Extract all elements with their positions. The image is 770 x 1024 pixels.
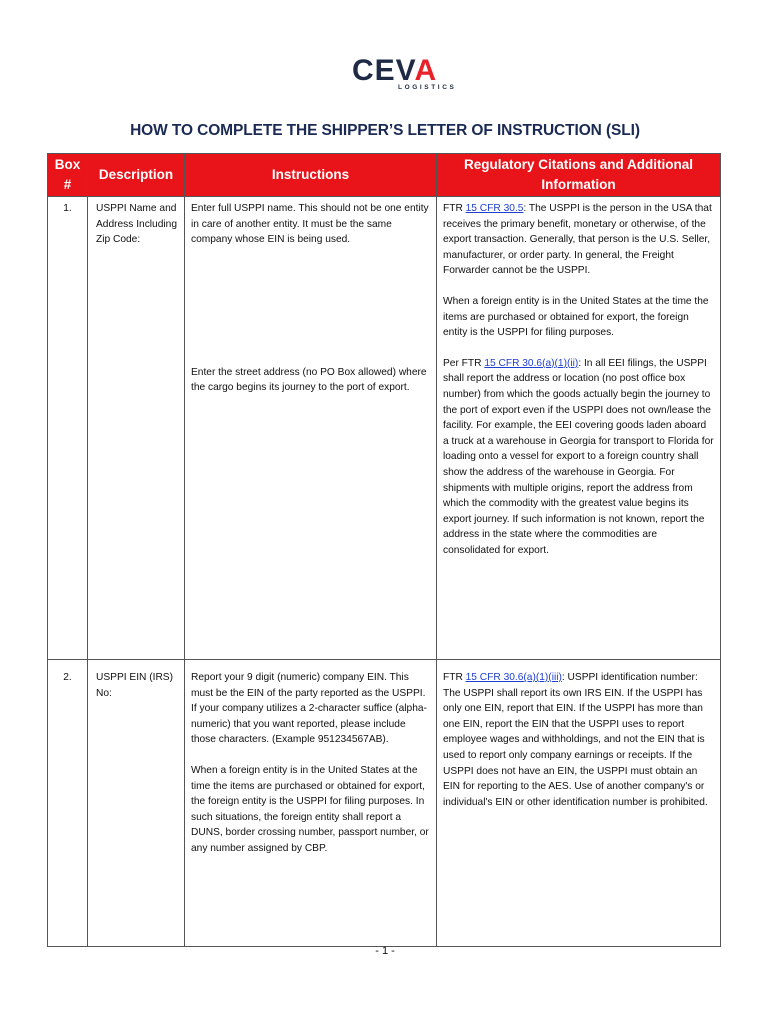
instruction-text: Enter full USPPI name. This should not be one entity in care of another entity. It must be the same company whose EIN is being used. <box>191 203 429 246</box>
logo-tagline: LOGISTICS <box>398 84 457 91</box>
table-header-row <box>48 154 721 197</box>
table-row <box>48 660 721 947</box>
citation-text: Per FTR 15 CFR 30.6(a)(1)(ii): In all EEI filings, the USPPI shall report the address or location (no post office box number) from which the goods actually begin the journey to the port of export even if the USPPI does not own/lease the facility. For example, the EEI covering goods laden aboard a truck at a warehouse in Georgia for transport to Florida for loading onto a vessel for export to a foreign country shall show the address of the warehouse in Georgia. For shipments with multiple origins, report the address from which the commodity with the greatest value begins its export journey. If such information is not known, report the address in the state where the commodities are consolidated for export. <box>443 357 714 556</box>
row-citations <box>437 660 721 947</box>
logo-wordmark: CEVA <box>352 54 438 87</box>
header-citations: Regulatory Citations and Additional Information <box>437 154 721 197</box>
page-title: HOW TO COMPLETE THE SHIPPER’S LETTER OF INSTRUCTION (SLI) <box>130 122 640 139</box>
page-number: - 1 - <box>375 945 395 957</box>
cfr-link[interactable]: 15 CFR 30.6(a)(1)(iii) <box>465 672 562 683</box>
row-instructions <box>185 197 437 660</box>
citation-text: When a foreign entity is in the United States at the time the items are purchased or obtained for export, the foreign entity is the USPPI for filing purposes. <box>443 295 709 339</box>
header-box: Box # <box>48 154 88 197</box>
cfr-link[interactable]: 15 CFR 30.5 <box>465 203 524 214</box>
row-citations <box>437 197 721 660</box>
row-description: USPPI EIN (IRS) No: <box>88 660 185 947</box>
citation-text: FTR 15 CFR 30.5: The USPPI is the person in the USA that receives the primary benefit, monetary or otherwise, of the export transaction. Generally, that person is the U.S. Seller, manufacturer, or order party. In general, the Freight Forwarder cannot be the USPPI. <box>443 203 712 277</box>
row-instructions <box>185 660 437 947</box>
ceva-logo <box>352 54 457 92</box>
instruction-text: Enter the street address (no PO Box allowed) where the cargo begins its journey to the port of export. <box>191 366 427 394</box>
sli-table <box>47 153 721 947</box>
instruction-text: Report your 9 digit (numeric) company EIN. This must be the EIN of the party reported as the USPPI. If your company utilizes a 2-character suffice (alpha-numeric) that you want reported, please include those characters. (Example 951234567AB). <box>191 672 427 746</box>
instruction-text: When a foreign entity is in the United States at the time the items are purchased or obtained for export, the foreign entity is the USPPI for filing purposes. In such situations, the foreign entity shall report a DUNS, border crossing number, passport number, or any number assigned by CBP. <box>191 764 429 854</box>
cfr-link[interactable]: 15 CFR 30.6(a)(1)(ii) <box>484 357 579 369</box>
citation-text: FTR 15 CFR 30.6(a)(1)(iii): USPPI identification number: The USPPI shall report its own IRS EIN. If the USPPI has only one EIN, report that EIN. If the USPPI has more than one EIN, report the EIN that the USPPI uses to report employee wages and withholdings, and not the EIN that is used to report only company earnings or receipts. If the USPPI does not have an EIN, the USPPI must obtain an EIN for reporting to the AES. Use of another company's or individual's EIN or other identification number is prohibited. <box>443 672 708 808</box>
table-row <box>48 197 721 660</box>
header-instructions: Instructions <box>185 154 437 197</box>
header-description: Description <box>88 154 185 197</box>
row-box-number: 2. <box>48 660 88 947</box>
row-description: USPPI Name and Address Including Zip Code: <box>88 197 185 660</box>
row-box-number: 1. <box>48 197 88 660</box>
